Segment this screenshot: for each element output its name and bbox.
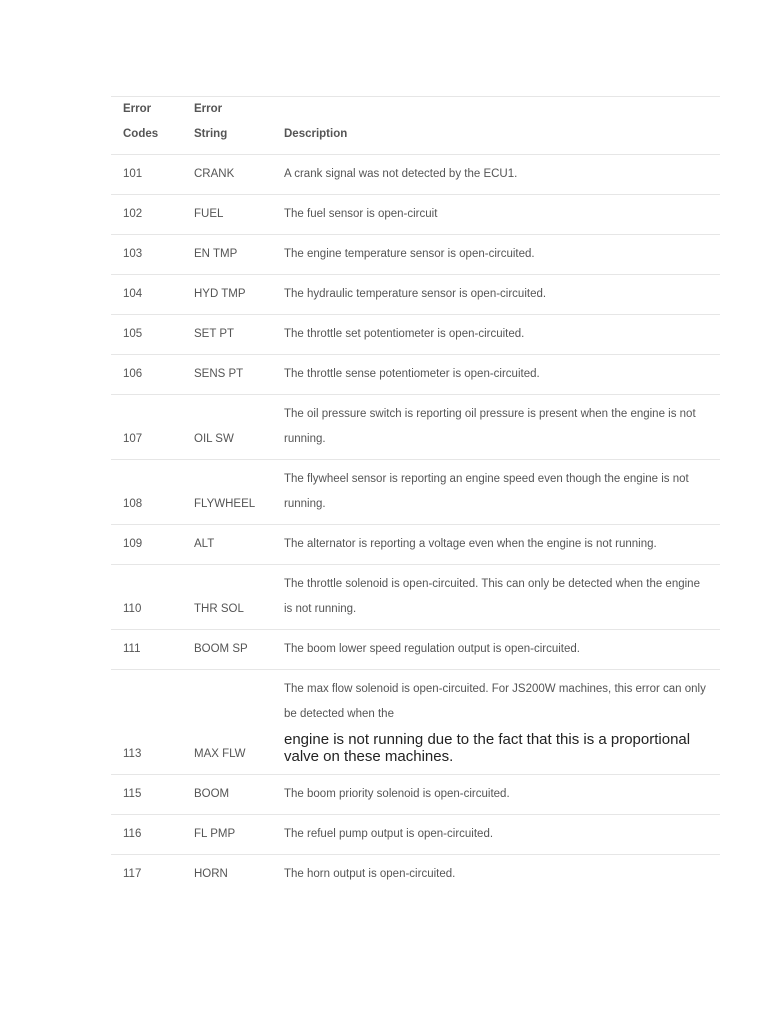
error-string: SENS PT xyxy=(194,368,244,380)
error-code: 109 xyxy=(123,538,143,550)
error-string: SET PT xyxy=(194,328,235,340)
table-row xyxy=(111,235,720,275)
error-description: A crank signal was not detected by the ECU1. xyxy=(284,168,518,180)
table-row xyxy=(111,525,720,565)
table-row xyxy=(111,565,720,630)
table-row xyxy=(111,315,720,355)
error-description-small: The max flow solenoid is open-circuited. For JS200W machines, this error can only be detected when the xyxy=(284,683,706,720)
error-code: 103 xyxy=(123,248,143,260)
error-string: OIL SW xyxy=(194,433,234,445)
error-code: 111 xyxy=(123,643,141,655)
error-description: The boom priority solenoid is open-circuited. xyxy=(284,788,510,800)
error-string: CRANK xyxy=(194,168,235,180)
header-description: Description xyxy=(284,128,348,140)
document-page xyxy=(111,96,720,894)
table-row xyxy=(111,630,720,670)
error-description: The engine temperature sensor is open-circuited. xyxy=(284,248,535,260)
error-code: 108 xyxy=(123,498,143,510)
error-description: The fuel sensor is open-circuit xyxy=(284,208,438,220)
error-code: 104 xyxy=(123,288,143,300)
table-row xyxy=(111,195,720,235)
error-string: FLYWHEEL xyxy=(194,498,256,510)
error-code: 116 xyxy=(123,828,142,840)
error-description: The boom lower speed regulation output is open-circuited. xyxy=(284,643,580,655)
table-row xyxy=(111,775,720,815)
error-string: MAX FLW xyxy=(194,748,246,760)
error-string: BOOM SP xyxy=(194,643,248,655)
error-code: 105 xyxy=(123,328,143,340)
error-code: 101 xyxy=(123,168,143,180)
error-description: The horn output is open-circuited. xyxy=(284,868,456,880)
error-string: HYD TMP xyxy=(194,288,246,300)
table-header-row xyxy=(111,97,720,155)
error-description: The throttle set potentiometer is open-circuited. xyxy=(284,328,525,340)
error-code: 107 xyxy=(123,433,143,445)
error-string: THR SOL xyxy=(194,603,244,615)
table-row xyxy=(111,155,720,195)
table-row xyxy=(111,460,720,525)
error-string: BOOM xyxy=(194,788,230,800)
error-description: The flywheel sensor is reporting an engine speed even though the engine is not running. xyxy=(284,473,689,510)
error-description-large: engine is not running due to the fact that this is a proportional valve on these machines. xyxy=(284,731,691,765)
error-string: EN TMP xyxy=(194,248,238,260)
error-code: 110 xyxy=(123,603,142,615)
header-error-string: Error String xyxy=(194,103,228,140)
error-string: ALT xyxy=(194,538,215,550)
error-string: FUEL xyxy=(194,208,224,220)
error-codes-table xyxy=(111,96,720,894)
error-description: The refuel pump output is open-circuited. xyxy=(284,828,494,840)
table-row xyxy=(111,395,720,460)
error-code: 102 xyxy=(123,208,143,220)
table-row xyxy=(111,275,720,315)
error-string: FL PMP xyxy=(194,828,236,840)
table-row xyxy=(111,815,720,855)
error-string: HORN xyxy=(194,868,228,880)
error-description: The hydraulic temperature sensor is open-circuited. xyxy=(284,288,547,300)
error-code: 106 xyxy=(123,368,143,380)
table-row xyxy=(111,855,720,895)
error-description: The throttle sense potentiometer is open-circuited. xyxy=(284,368,540,380)
error-code: 117 xyxy=(123,868,142,880)
error-description xyxy=(272,670,720,775)
header-error-codes: Error Codes xyxy=(123,103,159,140)
table-row xyxy=(111,355,720,395)
error-description: The oil pressure switch is reporting oil pressure is present when the engine is not running. xyxy=(284,408,696,445)
table-row xyxy=(111,670,720,775)
error-code: 113 xyxy=(123,748,142,760)
error-code: 115 xyxy=(123,788,142,800)
error-description: The alternator is reporting a voltage even when the engine is not running. xyxy=(284,538,657,550)
error-description: The throttle solenoid is open-circuited. This can only be detected when the engine is not running. xyxy=(284,578,700,615)
